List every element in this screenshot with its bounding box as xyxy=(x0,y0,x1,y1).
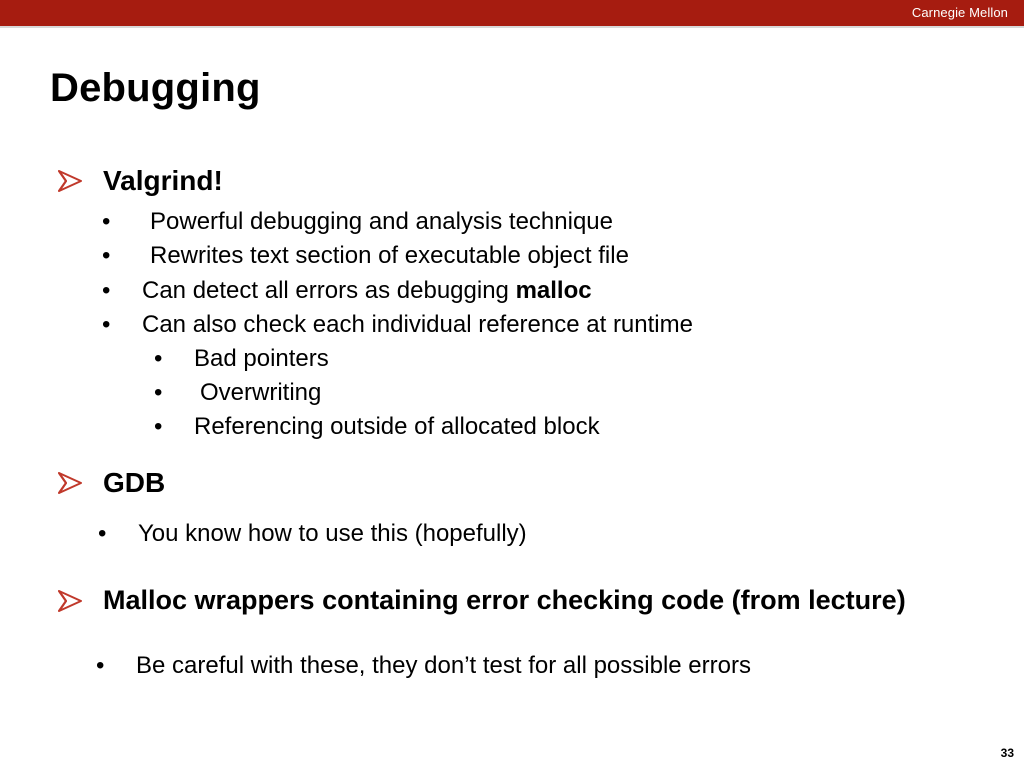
bullet-dot: • xyxy=(102,242,111,269)
sub-list-item: • Bad pointers xyxy=(154,345,329,372)
bullet-dot: • xyxy=(102,311,111,338)
section-heading: Malloc wrappers containing error checking code (from lecture) xyxy=(103,585,906,615)
bullet-dot: • xyxy=(98,520,107,547)
slide-title: Debugging xyxy=(50,66,261,110)
bullet-dot: • xyxy=(154,345,163,372)
org-name: Carnegie Mellon xyxy=(911,5,1008,20)
sub-list-item: • Referencing outside of allocated block xyxy=(154,413,600,440)
bullet-dot: • xyxy=(96,652,105,679)
arrow-bullet-icon xyxy=(58,170,82,192)
sub-list-item: • Overwriting xyxy=(154,379,322,406)
bullet-dot: • xyxy=(154,413,163,440)
section-heading: Valgrind! xyxy=(103,165,223,196)
list-item: • Powerful debugging and analysis technique xyxy=(102,208,613,235)
list-item: • Rewrites text section of executable object file xyxy=(102,242,629,269)
arrow-bullet-icon xyxy=(58,590,82,612)
list-item: • Can detect all errors as debugging malloc xyxy=(102,277,592,304)
bullet-dot: • xyxy=(102,208,111,235)
section-gdb xyxy=(58,467,165,499)
malloc-keyword: malloc xyxy=(515,277,592,304)
list-item: • Be careful with these, they don’t test for all possible errors xyxy=(96,652,751,679)
list-item: • Can also check each individual reference at runtime xyxy=(102,311,693,338)
section-malloc-wrappers xyxy=(58,585,906,616)
bullet-dot: • xyxy=(102,277,111,304)
header-bar xyxy=(0,0,1024,28)
section-heading: GDB xyxy=(103,467,166,498)
section-valgrind xyxy=(58,165,223,197)
page-number: 33 xyxy=(1000,746,1014,760)
list-item: • You know how to use this (hopefully) xyxy=(98,520,527,547)
bullet-dot: • xyxy=(154,379,163,406)
arrow-bullet-icon xyxy=(58,472,82,494)
